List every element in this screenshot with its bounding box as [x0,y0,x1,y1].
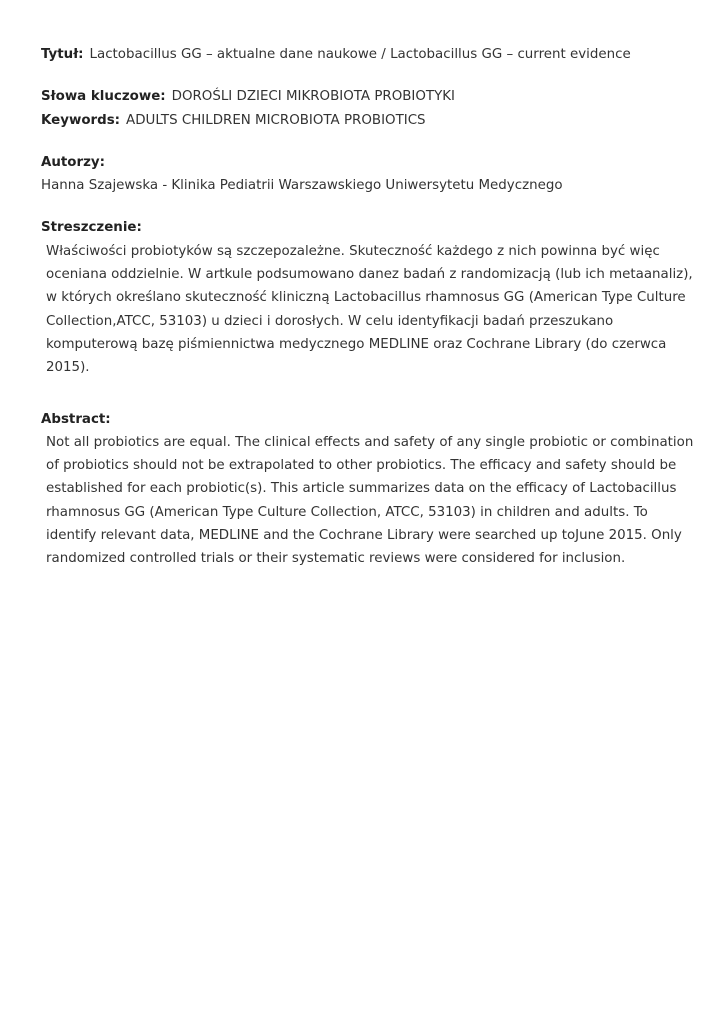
title-row [41,43,685,66]
title-label: Tytuł: [41,47,84,62]
summary-pl-line: Collection,ATCC, 53103) u dzieci i dorosłych. W celu identyfikacji badań przeszukano [46,313,614,329]
summary-pl-line: komputerową bazę piśmiennictwa medycznego MEDLINE oraz Cochrane Library (do czerwca [46,336,667,352]
title-value: Lactobacillus GG – aktualne dane naukowe / Lactobacillus GG – current evidence [89,47,631,62]
authors-label: Autorzy: [41,154,105,170]
summary-pl-line: Właściwości probiotyków są szczepozależne. Skuteczność każdego z nich powinna być więc [46,243,660,259]
abstract-en-line: Not all probiotics are equal. The clinical effects and safety of any single probiotic or combination [46,434,694,450]
keywords-pl-row [41,85,685,108]
authors-label-row [41,151,685,174]
keywords-en-value: ADULTS CHILDREN MICROBIOTA PROBIOTICS [126,112,426,128]
summary-pl-line: oceniana oddzielnie. W artkule podsumowano danez badań z randomizacją (lub ich metaanaliz), [46,267,693,283]
summary-pl-text [41,240,693,380]
abstract-en-line: of probiotics should not be extrapolated to other probiotics. The efficacy and safety should be [46,458,677,474]
keywords-pl-value: DOROŚLI DZIECI MIKROBIOTA PROBIOTYKI [171,89,456,105]
abstract-en-text [41,431,694,571]
abstract-en-line: identify relevant data, MEDLINE and the Cochrane Library were searched up toJune 2015. Only [46,528,682,544]
abstract-en-line: established for each probiotic(s). This article summarizes data on the efficacy of Lactobacillus [46,481,677,497]
abstract-en-line: rhamnosus GG (American Type Culture Collection, ATCC, 53103) in children and adults. To [46,504,648,520]
summary-pl-line: 2015). [46,360,90,376]
abstract-en-line: randomized controlled trials or their systematic reviews were considered for inclusion. [46,551,626,567]
abstract-en-label: Abstract: [41,411,111,427]
summary-pl-label-row [41,216,685,239]
authors-value: Hanna Szajewska - Klinika Pediatrii Warszawskiego Uniwersytetu Medycznego [41,178,563,194]
keywords-en-label: Keywords: [41,112,121,128]
keywords-en-row [41,109,685,132]
summary-pl-line: w których określano skuteczność kliniczną Lactobacillus rhamnosus GG (American Type Culture [46,290,686,306]
keywords-pl-label: Słowa kluczowe: [41,89,166,105]
abstract-en-label-row [41,408,685,431]
summary-pl-label: Streszczenie: [41,220,142,236]
